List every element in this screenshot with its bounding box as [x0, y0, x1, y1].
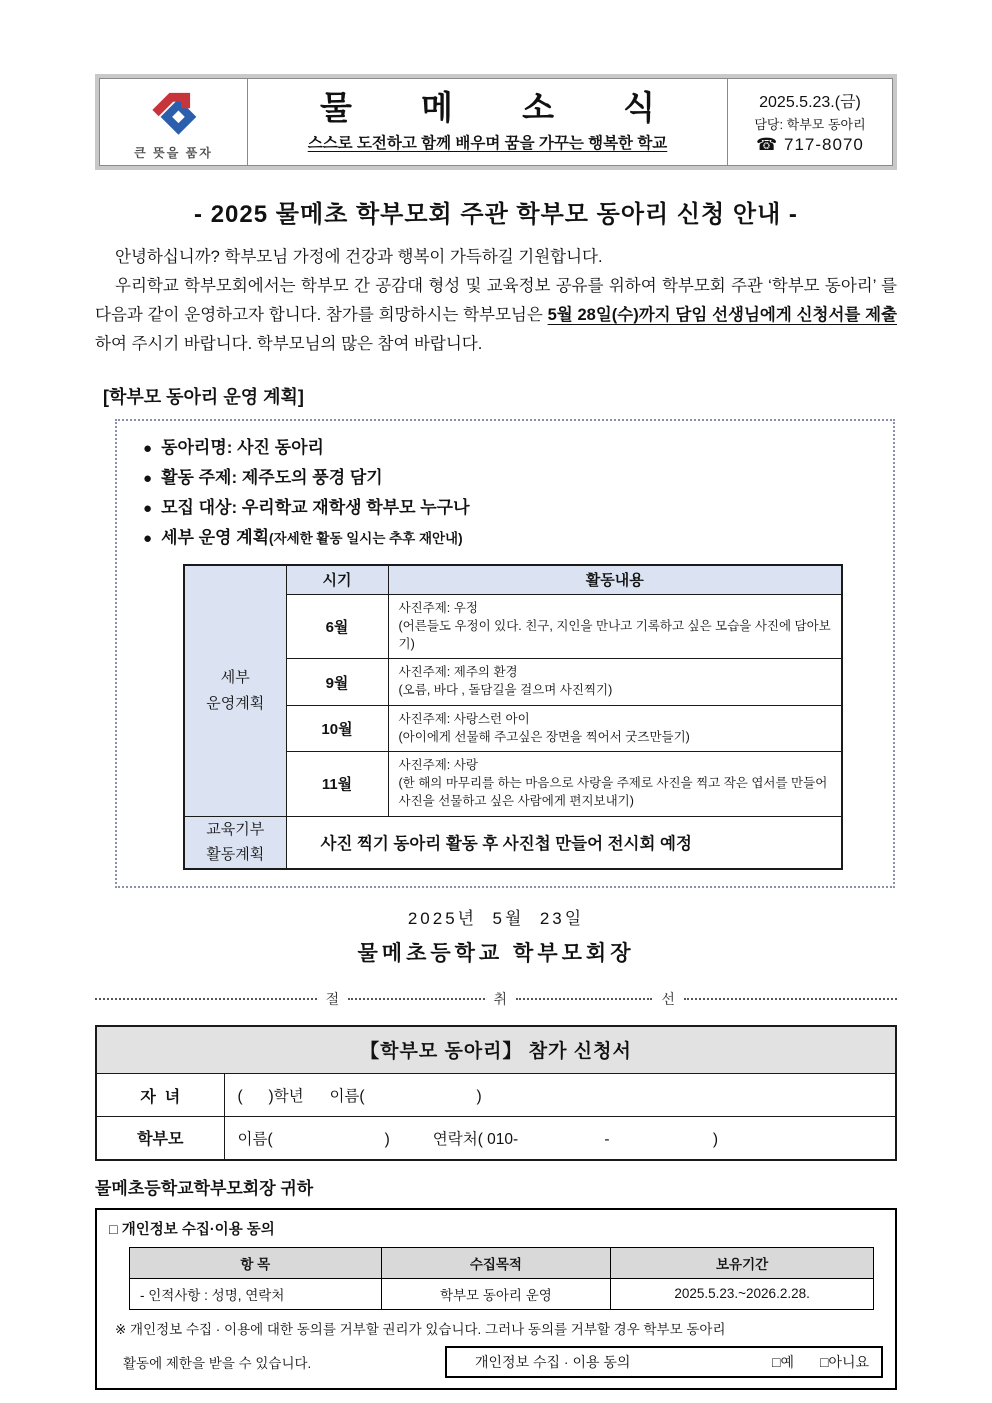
- consent-decision-box: [445, 1346, 883, 1378]
- privacy-title: □ 개인정보 수집·이용 동의: [109, 1221, 275, 1238]
- bullet-club-name: [143, 433, 879, 463]
- cut-label-2: 취: [493, 990, 508, 1007]
- plan-table: [183, 564, 843, 870]
- plan-footer-label-line2: 활동계획: [206, 846, 265, 863]
- cut-line-leader: [684, 998, 897, 1000]
- parent-info-field[interactable]: 이름( ) 연락처( 010- - ): [224, 1117, 896, 1160]
- plan-footer-label: [184, 816, 286, 869]
- cut-line-leader: [516, 998, 652, 1000]
- header-title-cell: [248, 79, 728, 165]
- bullet-recruit-target-text: 모집 대상: 우리학교 재학생 학부모 누구나: [161, 498, 470, 517]
- closing-date: 2025년 5월 23일: [407, 908, 585, 928]
- school-logo-icon: [148, 85, 200, 142]
- plan-footer-row: [184, 816, 842, 869]
- addressee: 물메초등학교학부모회장 귀하: [95, 1178, 314, 1198]
- activity-desc: (아이에게 선물해 주고싶은 장면을 찍어서 굿즈만들기): [398, 729, 690, 744]
- application-form-table: [95, 1025, 897, 1161]
- header-banner: [95, 74, 897, 170]
- notice-title: - 2025 물메초 학부모회 주관 학부모 동아리 신청 안내 -: [194, 201, 798, 228]
- form-label-parent: 학부모: [96, 1117, 224, 1160]
- child-info-field[interactable]: ( )학년 이름( ): [224, 1074, 896, 1117]
- privacy-col-period: 보유기간: [611, 1247, 874, 1278]
- plan-side-header: [184, 565, 286, 817]
- privacy-period: 2025.5.23.~2026.2.28.: [611, 1278, 874, 1309]
- plan-section-heading: [학부모 동아리 운영 계획]: [103, 386, 304, 407]
- cut-label-3: 선: [661, 990, 675, 1007]
- paragraph-announcement: [95, 272, 897, 359]
- phone-number: ☎ 717-8070: [756, 135, 864, 154]
- plan-side-line2: 운영계획: [206, 694, 265, 712]
- activity-topic: 사진주제: 사랑스런 아이: [398, 711, 530, 726]
- bullet-activity-theme-text: 활동 주제: 제주도의 풍경 담기: [161, 467, 383, 487]
- form-row-child: [96, 1074, 896, 1117]
- bullet-recruit-target: [143, 493, 879, 523]
- plan-table-header-row: [184, 565, 842, 595]
- bullet-icon: ●: [143, 500, 153, 517]
- period-cell: 9월: [286, 659, 388, 706]
- period-cell: 10월: [286, 705, 388, 752]
- privacy-note-line1: ※ 개인정보 수집 · 이용에 대한 동의를 거부할 권리가 있습니다. 그러나 동의를 거부할 경우 학부모 동아리: [115, 1321, 726, 1337]
- privacy-note-line2: 활동에 제한을 받을 수 있습니다.: [123, 1356, 312, 1372]
- activity-topic: 사진주제: 우정: [398, 601, 478, 615]
- form-title-row: [96, 1026, 896, 1074]
- content-cell: [388, 595, 842, 659]
- school-logo-cell: [100, 79, 248, 165]
- newsletter-title: 물 메 소 식: [319, 88, 686, 126]
- deadline-emphasis: 5월 28일(수)까지 담임 선생님에게 신청서를 제출: [547, 305, 898, 324]
- bullet-icon: ●: [143, 439, 153, 457]
- bullet-club-name-text: 동아리명: 사진 동아리: [161, 437, 324, 457]
- form-title: 【학부모 동아리】 참가 신청서: [96, 1026, 896, 1074]
- notice-body: [95, 243, 897, 359]
- form-label-child: 자 녀: [96, 1074, 224, 1117]
- privacy-purpose: 학부모 동아리 운영: [381, 1278, 611, 1309]
- privacy-col-purpose: 수집목적: [381, 1247, 611, 1278]
- bullet-detail-plan: [143, 523, 879, 553]
- closing-signer: 물메초등학교 학부모회장: [357, 941, 635, 965]
- cut-line: [95, 989, 897, 1009]
- bullet-detail-plan-note: (자세한 활동 일시는 추후 재안내): [269, 531, 463, 547]
- school-motto: 스스로 도전하고 함께 배우며 꿈을 가꾸는 행복한 학교: [307, 135, 668, 153]
- plan-footer-content: 사진 찍기 동아리 활동 후 사진첩 만들어 전시회 예정: [286, 816, 842, 869]
- period-cell: 11월: [286, 752, 388, 816]
- header-info-cell: [728, 79, 892, 165]
- announcement-text-post: 하여 주시기 바랍니다. 학부모님의 많은 참여 바랍니다.: [95, 334, 483, 353]
- issue-date: 2025.5.23.(금): [759, 94, 861, 111]
- cut-line-leader: [95, 998, 317, 1000]
- privacy-col-item: 항 목: [130, 1247, 382, 1278]
- form-row-parent: [96, 1117, 896, 1160]
- consent-yes-checkbox[interactable]: □예: [771, 1354, 794, 1371]
- bullet-icon: ●: [143, 530, 153, 548]
- cut-line-leader: [348, 998, 484, 1000]
- activity-desc: (한 해의 마무리를 하는 마음으로 사랑을 주제로 사진을 찍고 작은 엽서를 만들어 사진을 선물하고 싶은 사람에게 편지보내기): [398, 776, 828, 808]
- manager-label: 담당: 학부모 동아리: [754, 117, 866, 132]
- content-cell: [388, 659, 842, 706]
- privacy-consent-box: [95, 1208, 897, 1391]
- period-cell: 6월: [286, 595, 388, 659]
- privacy-note-row: [109, 1346, 883, 1378]
- plan-side-line1: 세부: [220, 669, 250, 686]
- activity-desc: (어른들도 우정이 있다. 친구, 지인을 만나고 기록하고 싶은 모습을 사진에 담아보기): [398, 618, 831, 651]
- bullet-icon: ●: [143, 469, 153, 487]
- column-header-content: 활동내용: [388, 565, 842, 595]
- bullet-activity-theme: [143, 463, 879, 493]
- activity-topic: 사진주제: 제주의 환경: [398, 665, 518, 680]
- content-cell: [388, 752, 842, 816]
- column-header-period: 시기: [286, 565, 388, 595]
- consent-no-checkbox[interactable]: □아니요: [819, 1354, 869, 1371]
- bullet-detail-plan-text: 세부 운영 계획: [161, 528, 270, 548]
- plan-dotted-box: [115, 419, 895, 888]
- consent-label: 개인정보 수집 · 이용 동의: [475, 1354, 631, 1371]
- privacy-data-row: [130, 1278, 874, 1309]
- privacy-item: - 인적사항 : 성명, 연락처: [130, 1278, 382, 1309]
- announcement-text-pre: 우리학교 학부모회에서는 학부모 간 공감대 형성 및 교육정보 공유를 위하여 학부모회 주관 ‘학부모 동아리’ 를 다음과 같이 운영하고자 합니다. 참가를 희망하시는 학부모님은: [95, 276, 897, 324]
- plan-footer-label-line1: 교육기부: [206, 820, 265, 838]
- privacy-header-row: [130, 1247, 874, 1278]
- activity-desc: (오름, 바다 , 돌담길을 걸으며 사진찍기): [398, 683, 613, 697]
- privacy-table: [129, 1247, 874, 1310]
- logo-caption: 큰 뜻을 품자: [134, 146, 213, 160]
- activity-topic: 사진주제: 사랑: [398, 758, 478, 773]
- paragraph-greeting: 안녕하십니까? 학부모님 가정에 건강과 행복이 가득하길 기원합니다.: [115, 248, 603, 266]
- content-cell: [388, 705, 842, 752]
- cut-label-1: 절: [325, 990, 340, 1007]
